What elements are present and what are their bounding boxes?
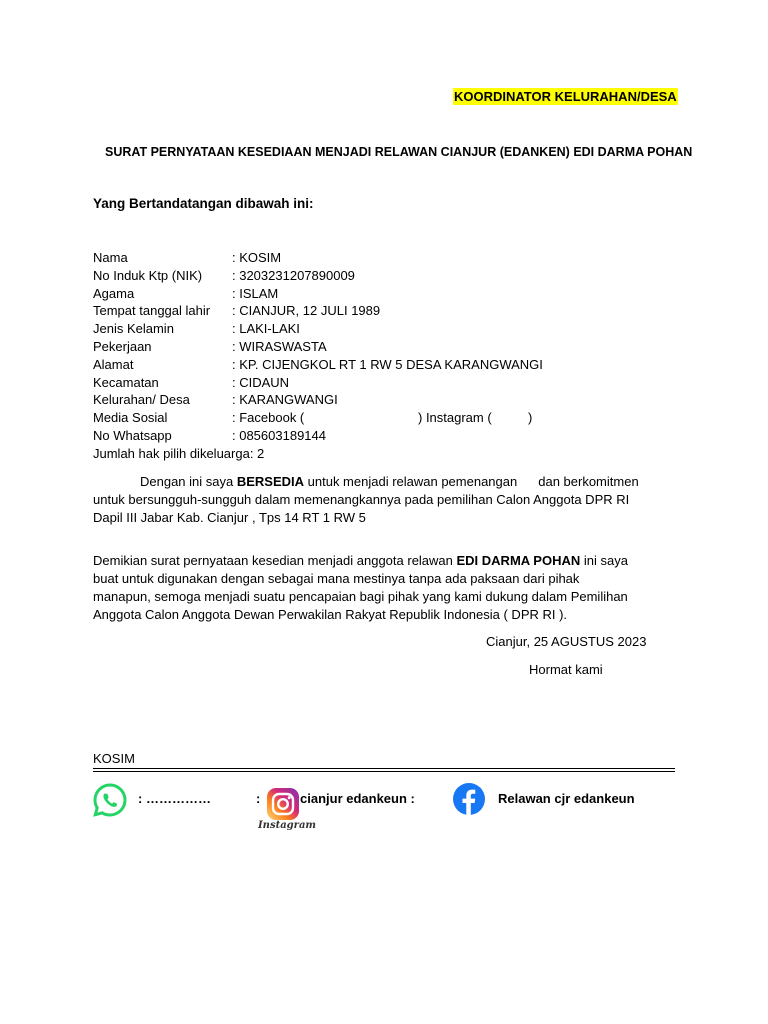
paragraph-1-line-2: untuk bersungguh-sungguh dalam memenangkannya pada pemilihan Calon Anggota DPR RI xyxy=(93,492,630,507)
p1-bold: BERSEDIA xyxy=(236,474,305,489)
p2-text: ini saya xyxy=(580,553,628,568)
field-row-whatsapp xyxy=(93,427,543,445)
field-row-nik xyxy=(93,267,543,285)
field-value: : LAKI-LAKI xyxy=(232,321,300,337)
field-value-close: ) xyxy=(528,410,533,426)
field-value: : KARANGWANGI xyxy=(232,392,338,408)
field-value: : CIDAUN xyxy=(232,374,290,390)
instagram-text: cianjur edankeun : xyxy=(300,791,415,806)
field-row-village xyxy=(93,391,543,409)
p1-text: dan berkomitmen xyxy=(538,474,639,489)
field-row-gender xyxy=(93,320,543,338)
field-label: No Induk Ktp (NIK) xyxy=(93,267,203,283)
field-row-social-media xyxy=(93,409,543,427)
divider-line xyxy=(93,771,675,772)
field-value: : KOSIM xyxy=(232,250,282,265)
signature-name: KOSIM xyxy=(93,751,135,766)
whatsapp-icon xyxy=(93,783,127,817)
paragraph-2-line-2: buat untuk digunakan dengan sebagai mana mestinya tanpa ada paksaan dari pihak xyxy=(93,571,580,586)
divider-line xyxy=(93,768,675,769)
instagram-icon xyxy=(266,787,300,821)
field-value: : 3203231207890009 xyxy=(232,267,355,283)
field-label: Media Sosial xyxy=(93,410,168,426)
field-label: Tempat tanggal lahir xyxy=(93,303,211,319)
paragraph-2-line-4: Anggota Calon Anggota Dewan Perwakilan Rakyat Republik Indonesia ( DPR RI ). xyxy=(93,607,568,622)
field-value-instagram: ) Instagram ( xyxy=(418,410,492,426)
facebook-icon xyxy=(452,782,486,816)
field-label: Kelurahan/ Desa xyxy=(93,392,190,408)
field-row-district xyxy=(93,374,543,392)
field-label: Agama xyxy=(93,285,135,301)
field-label: No Whatsapp xyxy=(93,427,172,443)
paragraph-1-line-1 xyxy=(93,473,639,491)
facebook-text: Relawan cjr edankeun xyxy=(498,791,635,806)
field-row-family-voters xyxy=(93,445,543,463)
field-value: : WIRASWASTA xyxy=(232,338,327,354)
paragraph-2-line-1 xyxy=(93,552,628,570)
field-row-birth xyxy=(93,302,543,320)
field-row-address xyxy=(93,356,543,374)
field-value: : 085603189144 xyxy=(232,427,326,443)
field-label: Nama xyxy=(93,250,128,265)
field-value: : ISLAM xyxy=(232,285,279,301)
p2-bold: EDI DARMA POHAN xyxy=(456,553,581,568)
field-label: Kecamatan xyxy=(93,374,159,390)
family-voters: Jumlah hak pilih dikeluarga: 2 xyxy=(93,445,265,461)
whatsapp-text: : …………… xyxy=(138,791,211,806)
field-label: Jenis Kelamin xyxy=(93,321,174,337)
p2-text: Demikian surat pernyataan kesedian menjadi anggota relawan xyxy=(93,553,457,568)
personal-data-fields xyxy=(93,249,543,463)
field-value: : CIANJUR, 12 JULI 1989 xyxy=(232,303,381,319)
field-label: Alamat xyxy=(93,356,134,372)
regards: Hormat kami xyxy=(529,662,603,677)
field-label: Pekerjaan xyxy=(93,338,152,354)
instagram-colon: : xyxy=(256,791,261,806)
field-value: : KP. CIJENGKOL RT 1 RW 5 DESA KARANGWANGI xyxy=(232,356,543,372)
field-row-name xyxy=(93,249,543,267)
field-value: : Facebook ( xyxy=(232,410,305,426)
p1-text: Dengan ini saya xyxy=(140,474,237,489)
field-row-religion xyxy=(93,285,543,303)
document-title: SURAT PERNYATAAN KESEDIAAN MENJADI RELAWAN CIANJUR (EDANKEN) EDI DARMA POHAN xyxy=(105,145,693,159)
coordinator-heading: KOORDINATOR KELURAHAN/DESA xyxy=(454,89,677,104)
opening-line: Yang Bertandatangan dibawah ini: xyxy=(93,196,314,211)
place-date: Cianjur, 25 AGUSTUS 2023 xyxy=(486,634,647,649)
p1-text: untuk menjadi relawan pemenangan xyxy=(304,474,518,489)
field-row-occupation xyxy=(93,338,543,356)
instagram-caption: Instagram xyxy=(258,820,316,831)
paragraph-1-line-3: Dapil III Jabar Kab. Cianjur , Tps 14 RT 1 RW 5 xyxy=(93,510,366,525)
paragraph-2-line-3: manapun, semoga menjadi suatu pencapaian bagi pihak yang kami dukung dalam Pemilihan xyxy=(93,589,628,604)
